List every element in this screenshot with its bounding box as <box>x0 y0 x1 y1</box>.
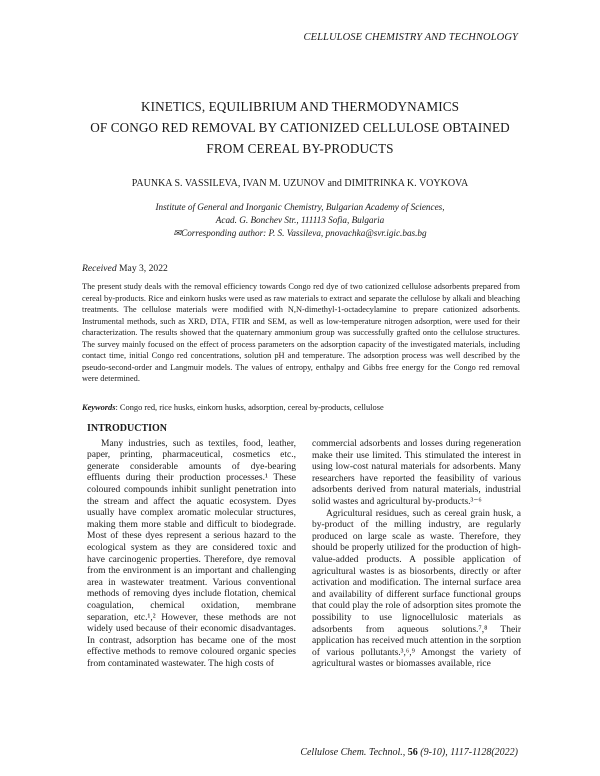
title-line-2: OF CONGO RED REMOVAL BY CATIONIZED CELLULOSE OBTAINED <box>90 120 510 135</box>
journal-header: CELLULOSE CHEMISTRY AND TECHNOLOGY <box>303 32 518 43</box>
received-date <box>82 263 168 274</box>
column-right <box>312 439 521 671</box>
affiliation <box>80 201 520 240</box>
footer-journal: Cellulose Chem. Technol., <box>300 747 406 758</box>
abstract: The present study deals with the removal efficiency towards Congo red dye of two cationized cellulose adsorbents prepared from cereal by-products. Rice and einkorn husks were used as raw materials to extract and separate the cellulose by alkali and bleaching treatments. The cellulose materials were modified with N,N-dimethyl-1-octadecylamine to prepare cationized adsorbents. Instrumental methods, such as XRD, DTA, FTIR and SEM, as well as low-temperature nitrogen adsorption, were used for their characterization. The results showed that the quaternary ammonium group was successfully grafted onto the cellulose structures. The survey mainly focused on the effect of process parameters on the adsorption capacity of the investigated materials, including contact time, initial Congo red concentrations, solution pH and temperature. The adsorption process was well described by the pseudo-second-order and Langmuir models. The values of entropy, enthalpy and Gibbs free energy for the Congo red removal were determined. <box>82 282 520 383</box>
column-left <box>87 423 296 670</box>
section-heading: INTRODUCTION <box>87 423 168 434</box>
keywords-label: Keywords <box>82 403 116 412</box>
title-line-3: FROM CEREAL BY-PRODUCTS <box>206 141 394 156</box>
intro-paragraph-2: Agricultural residues, such as cereal grain husk, a by-product of the milling industry, are regularly produced on large scale as waste. Therefore, they should be properly utilized for the production of high-value-added products. A possible application of agricultural wastes is as biosorbents, directly or after activation and modification. The internal surface area and availability of different surface functional groups that could play the role of adsorption sites promote the possibility to use lignocellulosic materials as adsorbents from aqueous solutions.⁷,⁸ Their application has received much attention in the sorption of various pollutants.³,⁶,⁹ Amongst the variety of agricultural wastes or biomasses available, rice <box>312 508 521 670</box>
title-line-1: KINETICS, EQUILIBRIUM AND THERMODYNAMICS <box>140 99 460 114</box>
affiliation-line-2: Acad. G. Bonchev Str., 111113 Sofia, Bulgaria <box>215 215 385 225</box>
received-value: May 3, 2022 <box>119 263 168 274</box>
author-list: PAUNKA S. VASSILEVA, IVAN M. UZUNOV and DIMITRINKA K. VOYKOVA <box>131 178 469 189</box>
intro-paragraph-1: Many industries, such as textiles, food, leather, paper, printing, pharmaceutical, cosmetics etc., generate considerable amounts of dye-bearing effluents during their production processes.¹ These coloured compounds inhibit sunlight penetration into the stream and affect the aquatic ecosystem. Dyes usually have complex aromatic molecular structures, making them more stable and difficult to biodegrade. Most of these dyes represent a serious hazard to the ecological system as they are considered toxic and have carcinogenic properties. Therefore, dye removal from the environment is an important and challenging area in wastewater treatment. Various conventional methods of removing dyes include flotation, chemical coagulation, chemical oxidation, membrane separation, etc.¹,² However, these methods are not widely used because of their economic disadvantages. In contrast, adsorption has became one of the most effective methods to remove coloured organic species from contaminated wastewater. The high costs of <box>87 438 296 669</box>
footer-volume: 56 <box>407 747 418 758</box>
footer-citation <box>300 747 518 758</box>
article-title <box>80 96 520 159</box>
keywords-text: : Congo red, rice husks, einkorn husks, adsorption, cereal by-products, cellulose <box>115 403 384 412</box>
footer-issue: (9-10), 1117-1128(2022) <box>420 747 518 758</box>
received-label: Received <box>82 263 117 274</box>
intro-paragraph-1-continued: commercial adsorbents and losses during regeneration make their use limited. This stimulated the interest in using low-cost natural materials for adsorbents. Many researchers have reported the feasibility of various adsorbents derived from natural materials, industrial solid wastes and agricultural by-products.³⁻⁶ <box>312 439 521 507</box>
affiliation-line-1: Institute of General and Inorganic Chemistry, Bulgarian Academy of Sciences, <box>155 202 445 212</box>
keywords <box>82 403 520 412</box>
corresponding-author: ✉Corresponding author: P. S. Vassileva, pnovachka@svr.igic.bas.bg <box>173 228 427 238</box>
